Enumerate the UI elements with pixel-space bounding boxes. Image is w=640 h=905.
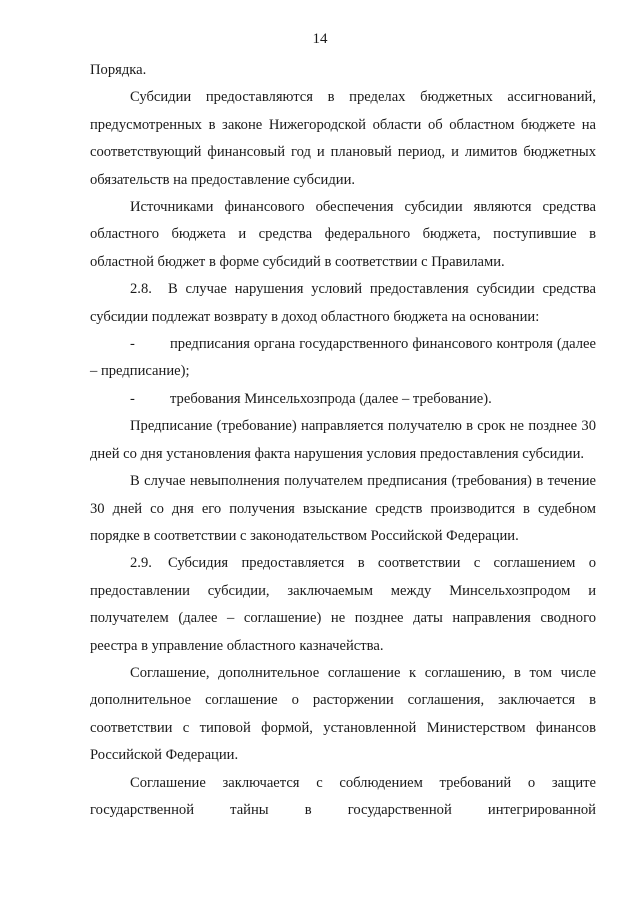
- paragraph: Соглашение, дополнительное соглашение к соглашению, в том числе дополнительное соглашение о расторжении соглашения, заключается в соответствии с типовой формой, установленной Министерством финансов Российской Федерации.: [90, 664, 596, 764]
- list-item-text: требования Минсельхозпрода (далее – требование).: [170, 390, 492, 407]
- document-body: [90, 57, 596, 824]
- paragraph: Субсидии предоставляются в пределах бюджетных ассигнований, предусмотренных в законе Нижегородской области об областном бюджете на соответствующий финансовый год и плановый период, и лимитов бюджетных обязательств на предоставление субсидии.: [90, 89, 596, 188]
- paragraph: Источниками финансового обеспечения субсидии являются средства областного бюджета и средства федерального бюджета, поступившие в областной бюджет в форме субсидий в соответствии с Правилами.: [90, 199, 596, 270]
- dash-marker: -: [130, 390, 135, 407]
- paragraph: Порядка.: [90, 62, 147, 78]
- list-item: [90, 331, 596, 386]
- paragraph-text: В случае нарушения условий предоставления субсидии средства субсидии подлежат возврату в доход областного бюджета на основании:: [90, 281, 596, 325]
- numbered-paragraph: [90, 276, 596, 331]
- paragraph-text: Субсидия предоставляется в соответствии с соглашением о предоставлении субсидии, заключаемым между Минсельхозпродом и получателем (далее – соглашение) не позднее даты направления сводного реестра в управление областного казначейства.: [90, 555, 596, 654]
- paragraph: Соглашение заключается с соблюдением требований о защите государственной тайны в государственной интегрированной: [90, 774, 596, 818]
- list-item-text: предписания органа государственного финансового контроля (далее – предписание);: [90, 336, 596, 380]
- page-number: 14: [312, 31, 328, 47]
- paragraph: В случае невыполнения получателем предписания (требования) в течение 30 дней со дня его получения взыскание средств производится в судебном порядке в соответствии с законодательством Российской Федерации.: [90, 473, 596, 544]
- clause-number: 2.8.: [130, 281, 152, 298]
- dash-marker: -: [130, 336, 135, 353]
- list-item: [90, 386, 596, 413]
- clause-number: 2.9.: [130, 555, 152, 572]
- paragraph: Предписание (требование) направляется получателю в срок не позднее 30 дней со дня установления факта нарушения условия предоставления субсидии.: [90, 418, 596, 462]
- numbered-paragraph: [90, 550, 596, 660]
